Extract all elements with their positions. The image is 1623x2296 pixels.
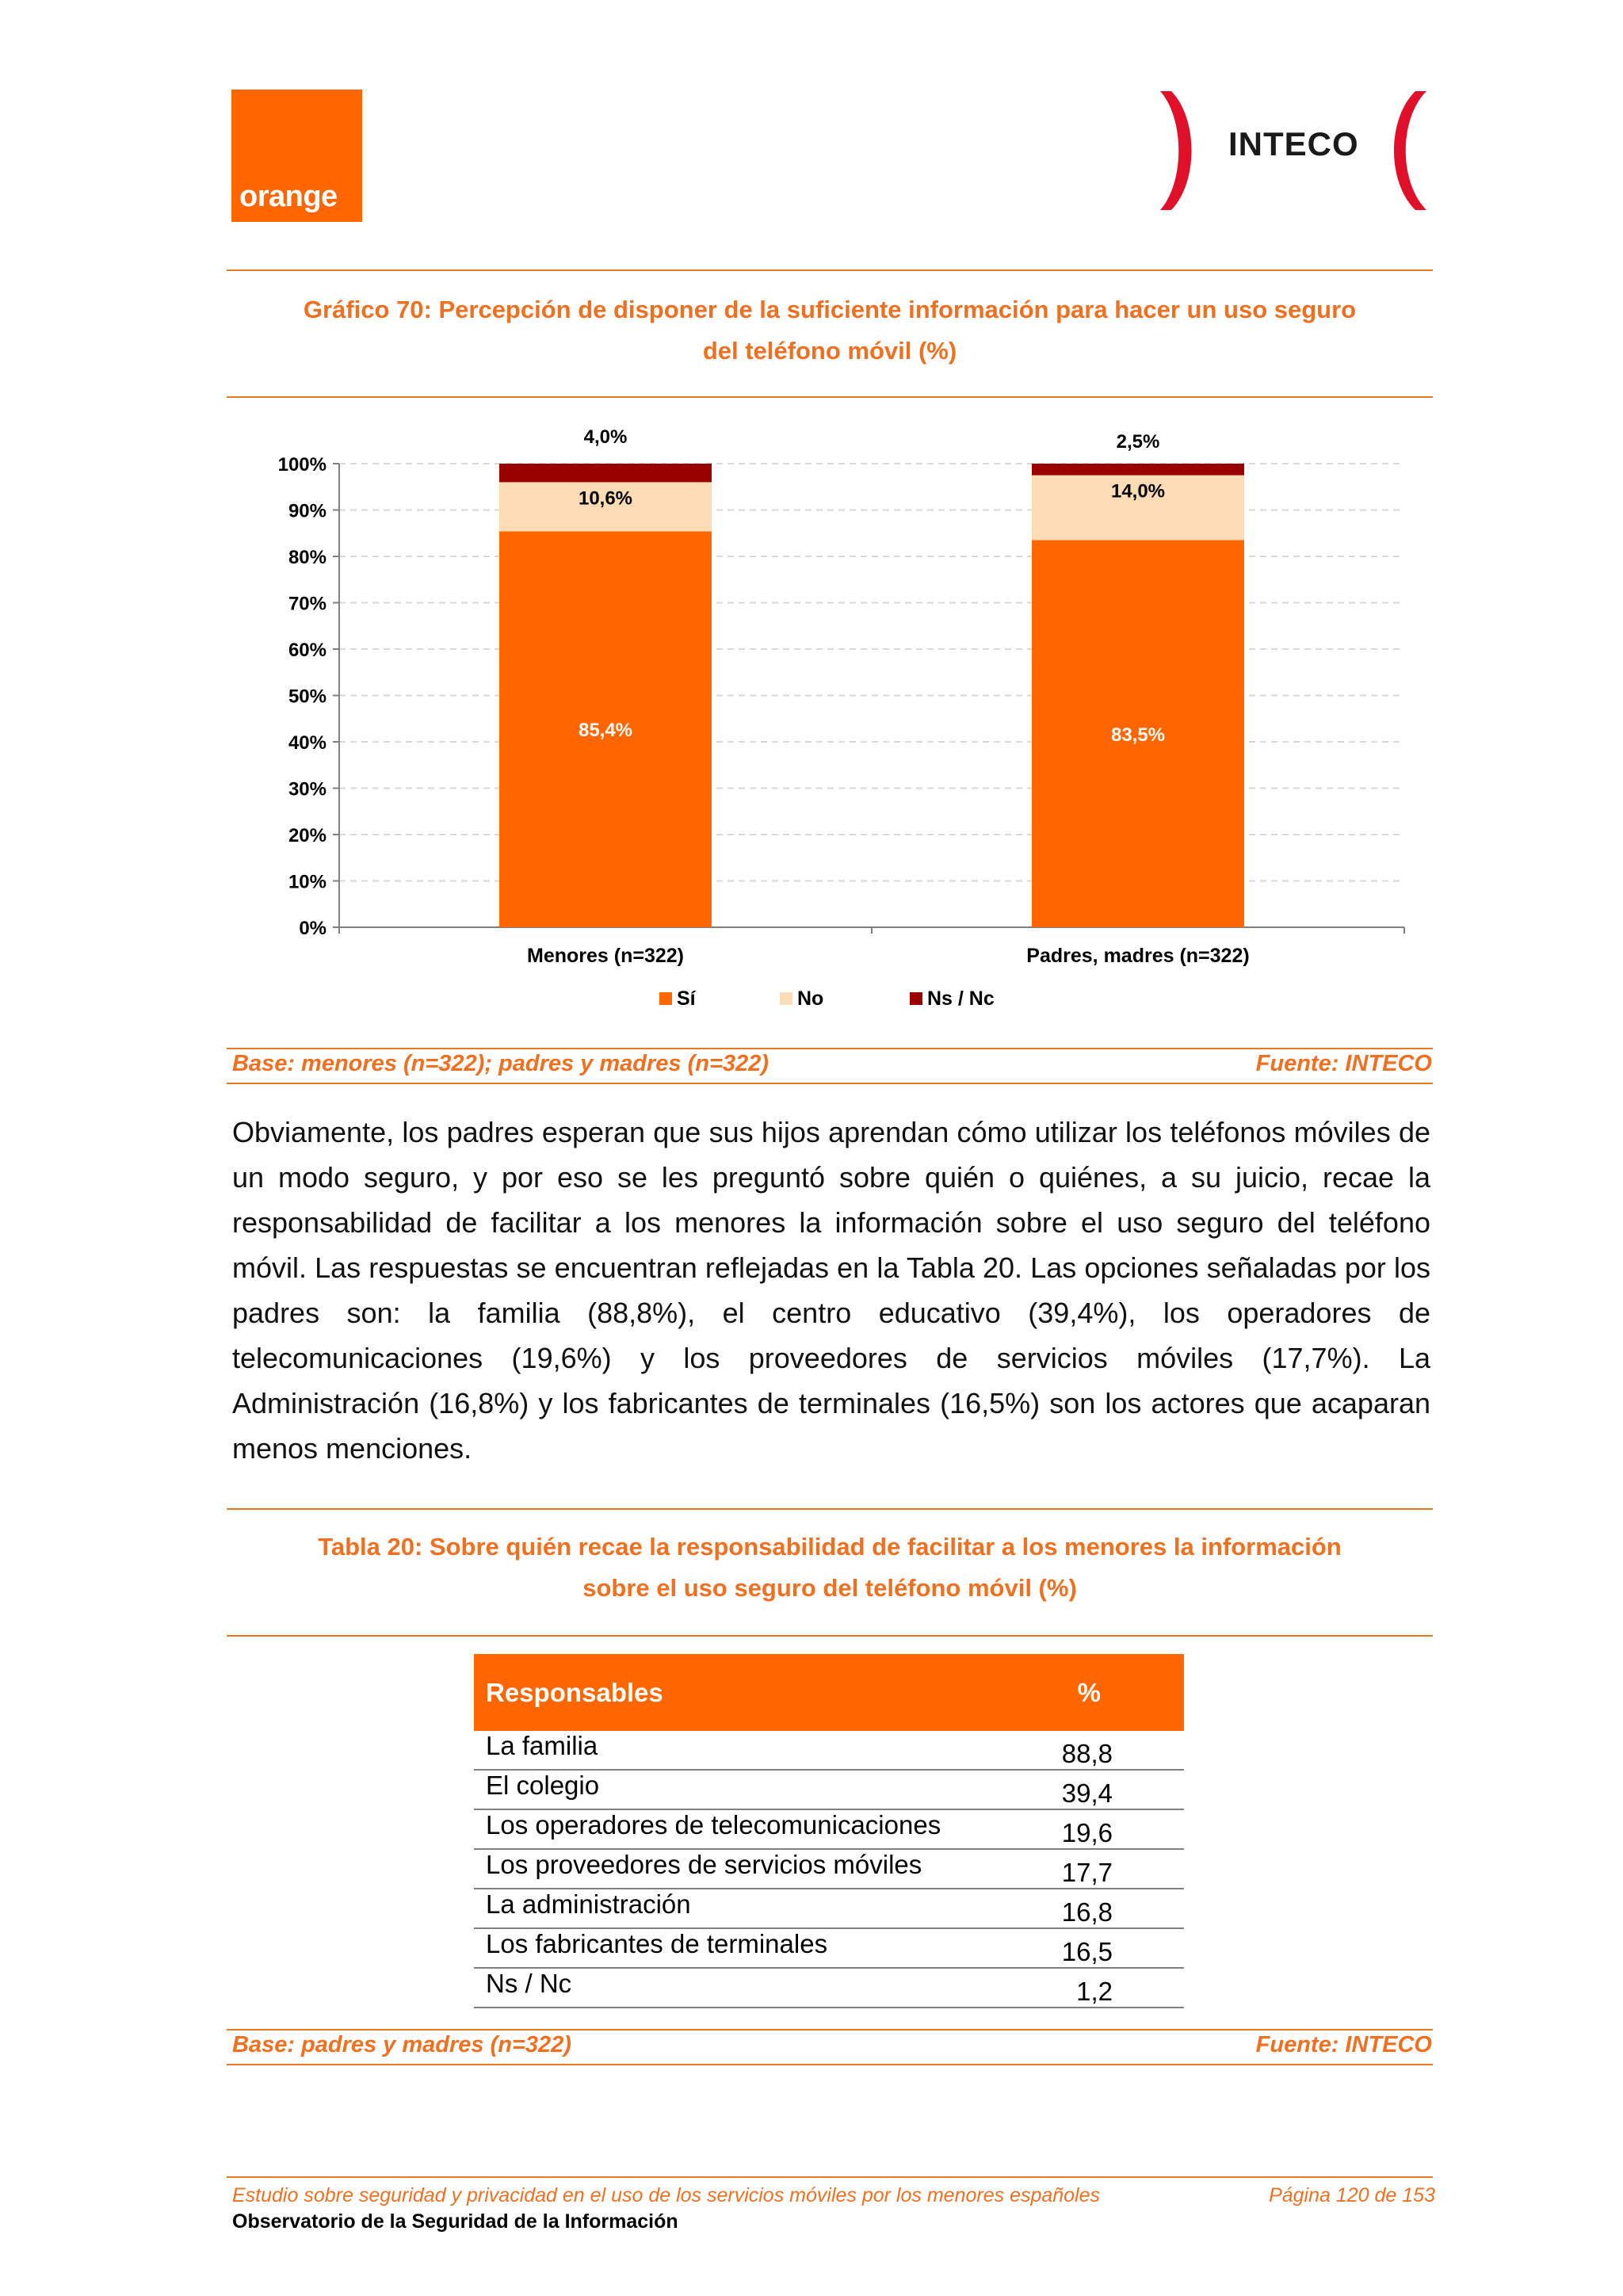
table-cell-value: 1,2 [1029,1968,1184,2008]
figure-source-note: Fuente: INTECO [1255,1051,1432,1076]
table-cell-responsable: La administración [474,1889,1029,1928]
orange-logo-text: orange [239,180,338,213]
data-label: 4,0% [583,426,628,448]
footer-study-title: Estudio sobre seguridad y privacidad en el uso de los servicios móviles por los menores españoles [232,2184,1101,2206]
x-tick-label: Menores (n=322) [527,945,684,967]
figure-caption-line2: del teléfono móvil (%) [702,337,957,365]
table-source-note: Fuente: INTECO [1255,2032,1432,2057]
footer-page-number: Página 120 de 153 [1269,2184,1435,2206]
table-cell-value: 17,7 [1029,1849,1184,1889]
caption-bottom-rule [227,396,1433,398]
table-row [474,1770,1184,1809]
legend-label: Ns / Nc [927,988,995,1010]
data-label: 83,5% [1110,724,1166,746]
table-cell-value: 16,5 [1029,1928,1184,1968]
y-tick-label: 80% [288,547,327,568]
table-cell-value: 16,8 [1029,1889,1184,1928]
data-label: 14,0% [1110,480,1166,502]
table-header-row [474,1654,1184,1731]
table-caption [227,1526,1433,1609]
responsibility-table [474,1654,1184,2008]
table-cell-value: 19,6 [1029,1809,1184,1849]
legend-swatch [780,992,792,1005]
data-label: 85,4% [578,720,633,742]
body-paragraph: Obviamente, los padres esperan que sus hijos aprendan cómo utilizar los teléfonos móviles de un modo seguro, y por eso se les preguntó sobre quién o quiénes, a su juicio, recae la responsabilidad de facilitar a los menores la información sobre el uso seguro del teléfono móvil. Las respuestas se encuentran reflejadas en la Tabla 20. Las opciones señaladas por los padres son: la familia (88,8%), el centro educativo (39,4%), los operadores de telecomunicaciones (19,6%) y los proveedores de servicios móviles (17,7%). La Administración (16,8%) y los fabricantes de terminales (16,5%) son los actores que acaparan menos menciones. [232,1116,1430,1465]
table-header-percent: % [1077,1677,1101,1707]
legend-swatch [659,992,672,1005]
table-cell-responsable: El colegio [474,1770,1029,1809]
data-label: 2,5% [1116,431,1160,453]
x-tick-label: Padres, madres (n=322) [1026,945,1250,967]
table-caption-top-rule [227,1508,1433,1510]
inteco-logo [1149,79,1438,222]
table-notes-bottom-rule [227,2064,1433,2065]
y-tick-label: 50% [288,686,327,708]
legend-swatch [910,992,922,1005]
table-row [474,1731,1184,1770]
chart-notes-top-rule [227,1048,1433,1049]
table-caption-line1: Tabla 20: Sobre quién recae la responsabilidad de facilitar a los menores la información [318,1533,1342,1561]
orange-logo [231,90,362,222]
y-tick-label: 40% [288,732,327,754]
table-caption-line2: sobre el uso seguro del teléfono móvil (%) [582,1574,1077,1602]
footer-rule [227,2176,1433,2178]
table-header-responsables: Responsables [486,1677,663,1707]
bar-segment-nsnc [499,464,712,482]
y-tick-label: 70% [288,593,327,615]
table-row [474,1968,1184,2008]
figure-base-note: Base: menores (n=322); padres y madres (n=322) [232,1051,769,1076]
y-tick-label: 10% [288,871,327,893]
y-tick-label: 20% [288,825,327,846]
data-label: 10,6% [578,487,633,510]
bar-segment-nsnc [1032,464,1244,476]
table-cell-responsable: Los proveedores de servicios móviles [474,1849,1029,1889]
table-row [474,1849,1184,1889]
table-cell-responsable: Los fabricantes de terminales [474,1928,1029,1968]
y-tick-label: 90% [288,500,327,522]
stacked-bar-chart [227,412,1433,1030]
table-cell-value: 88,8 [1029,1731,1184,1770]
y-tick-label: 0% [299,918,327,939]
table-base-note: Base: padres y madres (n=322) [232,2032,571,2057]
y-tick-label: 30% [288,778,327,800]
table-cell-responsable: Los operadores de telecomunicaciones [474,1809,1029,1849]
legend-label: Sí [677,988,696,1010]
table-cell-responsable: La familia [474,1731,1029,1770]
y-tick-label: 100% [277,454,327,476]
footer-observatory: Observatorio de la Seguridad de la Información [232,2210,678,2233]
table-row [474,1928,1184,1968]
inteco-logo-text: INTECO [1228,125,1359,162]
y-tick-label: 60% [288,640,327,661]
table-row [474,1889,1184,1928]
caption-top-rule [227,269,1433,271]
table-notes-top-rule [227,2029,1433,2030]
table-row [474,1809,1184,1849]
chart-notes-bottom-rule [227,1083,1433,1084]
table-cell-responsable: Ns / Nc [474,1968,1029,2008]
figure-caption [227,289,1433,372]
table-caption-bottom-rule [227,1635,1433,1637]
table-cell-value: 39,4 [1029,1770,1184,1809]
legend-label: No [797,988,824,1010]
figure-caption-line1: Gráfico 70: Percepción de disponer de la suficiente información para hacer un uso seguro [303,296,1357,323]
